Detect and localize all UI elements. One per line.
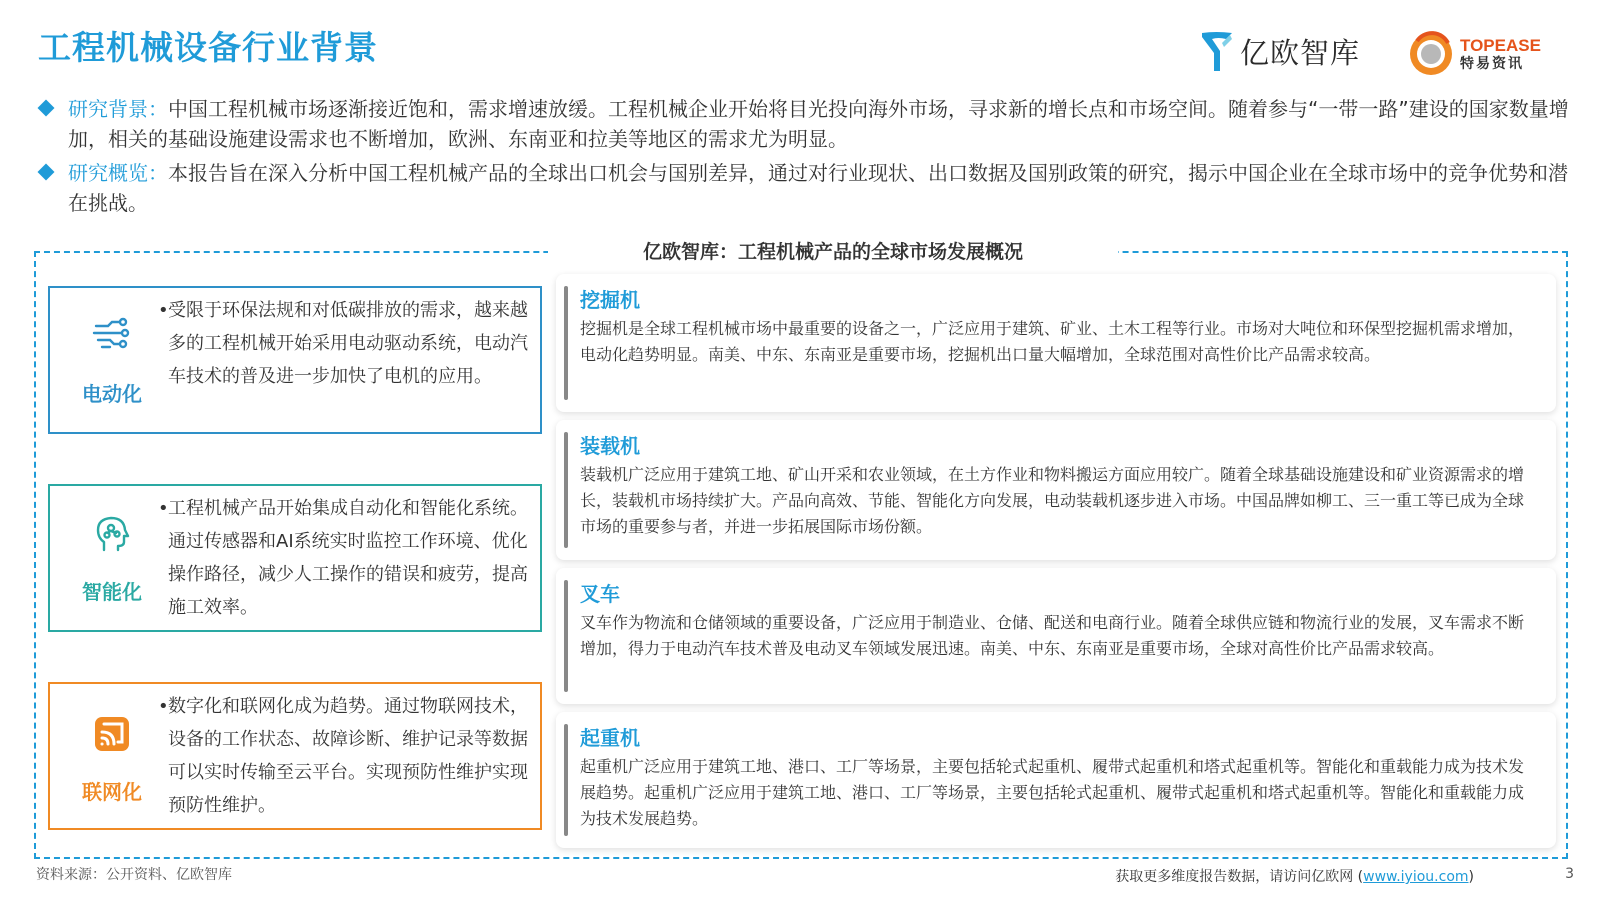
bullet-dot: • xyxy=(158,696,169,717)
electric-circuit-icon xyxy=(92,316,132,356)
product-name: 挖掘机 xyxy=(580,288,640,312)
footer-note: 获取更多维度报告数据，请访问亿欧网 (www.iyiou.com) xyxy=(1115,869,1474,885)
intro-overview xyxy=(40,158,1570,218)
trend-electrification xyxy=(48,286,542,434)
topease-logo-cn: 特易资讯 xyxy=(1460,56,1524,72)
page-title: 工程机械设备行业背景 xyxy=(38,28,378,67)
product-card-excavator xyxy=(556,274,1556,412)
trend-description: • 受限于环保法规和对低碳排放的需求，越来越多的工程机械开始采用电动驱动系统，电动汽车技术的普及进一步加快了电机的应用。 xyxy=(168,294,528,393)
intro-text: 中国工程机械市场逐渐接近饱和，需求增速放缓。工程机械企业开始将目光投向海外市场，寻求新的增长点和市场空间。随着参与“一带一路”建设的国家数量增加，相关的基础设施建设需求也不断增加，欧洲、东南亚和拉美等地区的需求尤为明显。 xyxy=(68,97,1569,151)
yiou-logo xyxy=(1200,28,1360,74)
product-name: 装载机 xyxy=(580,434,640,458)
trend-name: 电动化 xyxy=(82,382,142,406)
yiou-logo-icon xyxy=(1200,29,1234,73)
intro-label: 研究概览： xyxy=(68,161,168,185)
product-card-loader xyxy=(556,420,1556,560)
product-description: 挖掘机是全球工程机械市场中最重要的设备之一，广泛应用于建筑、矿业、土木工程等行业。市场对大吨位和环保型挖掘机需求增加，电动化趋势明显。南美、中东、东南亚是重要市场，挖掘机出口量大幅增加，全球范围对高性价比产品需求较高。 xyxy=(580,319,1525,364)
ai-head-icon xyxy=(92,514,132,554)
source-note: 资料来源：公开资料、亿欧智库 xyxy=(36,867,232,883)
trend-description: • 数字化和联网化成为趋势。通过物联网技术，设备的工作状态、故障诊断、维护记录等数据可以实时传输至云平台。实现预防性维护实现预防性维护。 xyxy=(168,690,528,822)
product-name: 叉车 xyxy=(580,582,620,606)
trend-name: 联网化 xyxy=(82,780,142,804)
page-number: 3 xyxy=(1565,866,1574,882)
trend-description: • 工程机械产品开始集成自动化和智能化系统。通过传感器和AI系统实时监控工作环境、优化操作路径，减少人工操作的错误和疲劳，提高施工效率。 xyxy=(168,492,528,624)
card-accent-bar xyxy=(564,580,568,692)
product-card-forklift xyxy=(556,568,1556,704)
bullet-dot: • xyxy=(158,498,169,519)
topease-logo-icon xyxy=(1408,31,1454,77)
product-description: 装载机广泛应用于建筑工地、矿山开采和农业领域，在土方作业和物料搬运方面应用较广。随着全球基础设施建设和矿业资源需求的增长，装载机市场持续扩大。产品向高效、节能、智能化方向发展，电动装载机逐步进入市场。中国品牌如柳工、三一重工等已成为全球市场的重要参与者，并进一步拓展国际市场份额。 xyxy=(580,465,1525,536)
product-card-crane xyxy=(556,712,1556,848)
product-description: 叉车作为物流和仓储领域的重要设备，广泛应用于制造业、仓储、配送和电商行业。随着全球供应链和物流行业的发展，叉车需求不断增加，得力于电动汽车技术普及电动叉车领域发展迅速。南美、中东、东南亚是重要市场，全球对高性价比产品需求较高。 xyxy=(580,613,1525,658)
intro-label: 研究背景： xyxy=(68,97,168,121)
cast-signal-icon xyxy=(92,714,132,754)
intro-text: 本报告旨在深入分析中国工程机械产品的全球出口机会与国别差异，通过对行业现状、出口数据及国别政策的研究，揭示中国企业在全球市场中的竞争优势和潜在挑战。 xyxy=(68,161,1568,215)
panel-title: 亿欧智库：工程机械产品的全球市场发展概况 xyxy=(548,236,1118,268)
product-description: 起重机广泛应用于建筑工地、港口、工厂等场景，主要包括轮式起重机、履带式起重机和塔式起重机等。智能化和重载能力成为技术发展趋势。起重机广泛应用于建筑工地、港口、工厂等场景，主要包括轮式起重机、履带式起重机和塔式起重机等。智能化和重载能力成为技术发展趋势。 xyxy=(580,757,1525,828)
bullet-dot: • xyxy=(158,300,169,321)
topease-logo xyxy=(1408,28,1541,80)
card-accent-bar xyxy=(564,724,568,836)
trend-name: 智能化 xyxy=(82,580,142,604)
card-accent-bar xyxy=(564,432,568,548)
topease-logo-en: TOPEASE xyxy=(1460,36,1541,55)
intro-background xyxy=(40,94,1570,154)
diamond-bullet-icon xyxy=(38,164,55,181)
trend-networking xyxy=(48,682,542,830)
product-name: 起重机 xyxy=(580,726,640,750)
yiou-logo-text: 亿欧智库 xyxy=(1240,35,1361,70)
trend-intelligence xyxy=(48,484,542,632)
website-link[interactable]: www.iyiou.com xyxy=(1363,869,1469,885)
diamond-bullet-icon xyxy=(38,100,55,117)
card-accent-bar xyxy=(564,286,568,400)
